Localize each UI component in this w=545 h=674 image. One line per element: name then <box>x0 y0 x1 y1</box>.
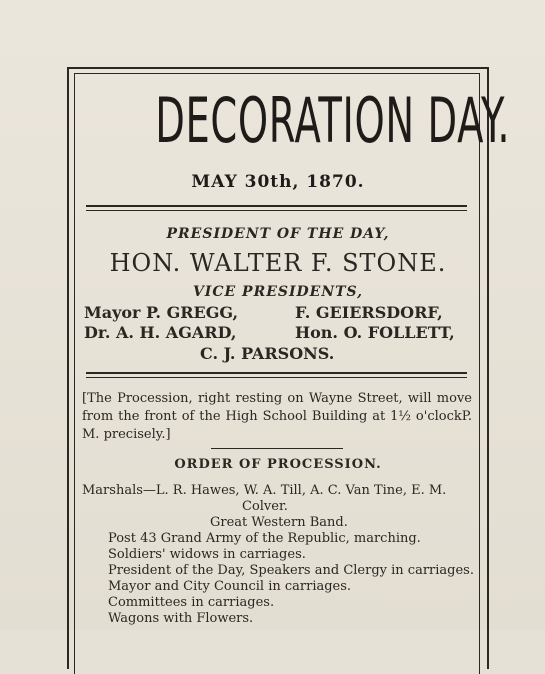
procession-item: Committees in carriages. <box>108 595 275 610</box>
vice-president-name: C. J. PARSONS. <box>200 344 335 363</box>
order-title: ORDER OF PROCESSION. <box>174 457 382 472</box>
marshals-line-cont: Colver. <box>242 499 288 514</box>
vice-president-name: Dr. A. H. AGARD, <box>84 323 237 342</box>
procession-item: Wagons with Flowers. <box>108 611 254 626</box>
procession-item: Mayor and City Council in carriages. <box>108 579 352 594</box>
vice-president-name: Mayor P. GREGG, <box>84 303 239 322</box>
date-line: MAY 30th, 1870. <box>191 172 365 192</box>
band-line: Great Western Band. <box>210 515 348 530</box>
divider <box>86 372 467 378</box>
president-name: HON. WALTER F. STONE. <box>109 249 447 277</box>
short-divider <box>211 448 343 449</box>
procession-notice: [The Procession, right resting on Wayne Street, will move from the front of the High School Building at 1½ o'clockP. M. precisely.] <box>82 391 472 442</box>
vice-presidents-label: VICE PRESIDENTS, <box>192 284 364 300</box>
marshals-line: Marshals—L. R. Hawes, W. A. Till, A. C. Van Tine, E. M. <box>82 483 447 498</box>
procession-item: Post 43 Grand Army of the Republic, marching. <box>108 531 421 546</box>
vice-president-name: Hon. O. FOLLETT, <box>295 323 455 342</box>
procession-item: President of the Day, Speakers and Clergy in carriages. <box>108 563 474 578</box>
vice-president-name: F. GEIERSDORF, <box>295 303 443 322</box>
divider <box>86 205 467 211</box>
procession-item: Soldiers' widows in carriages. <box>108 547 306 562</box>
president-label: PRESIDENT OF THE DAY, <box>166 226 390 242</box>
page-title: DECORATION DAY. <box>155 84 511 157</box>
